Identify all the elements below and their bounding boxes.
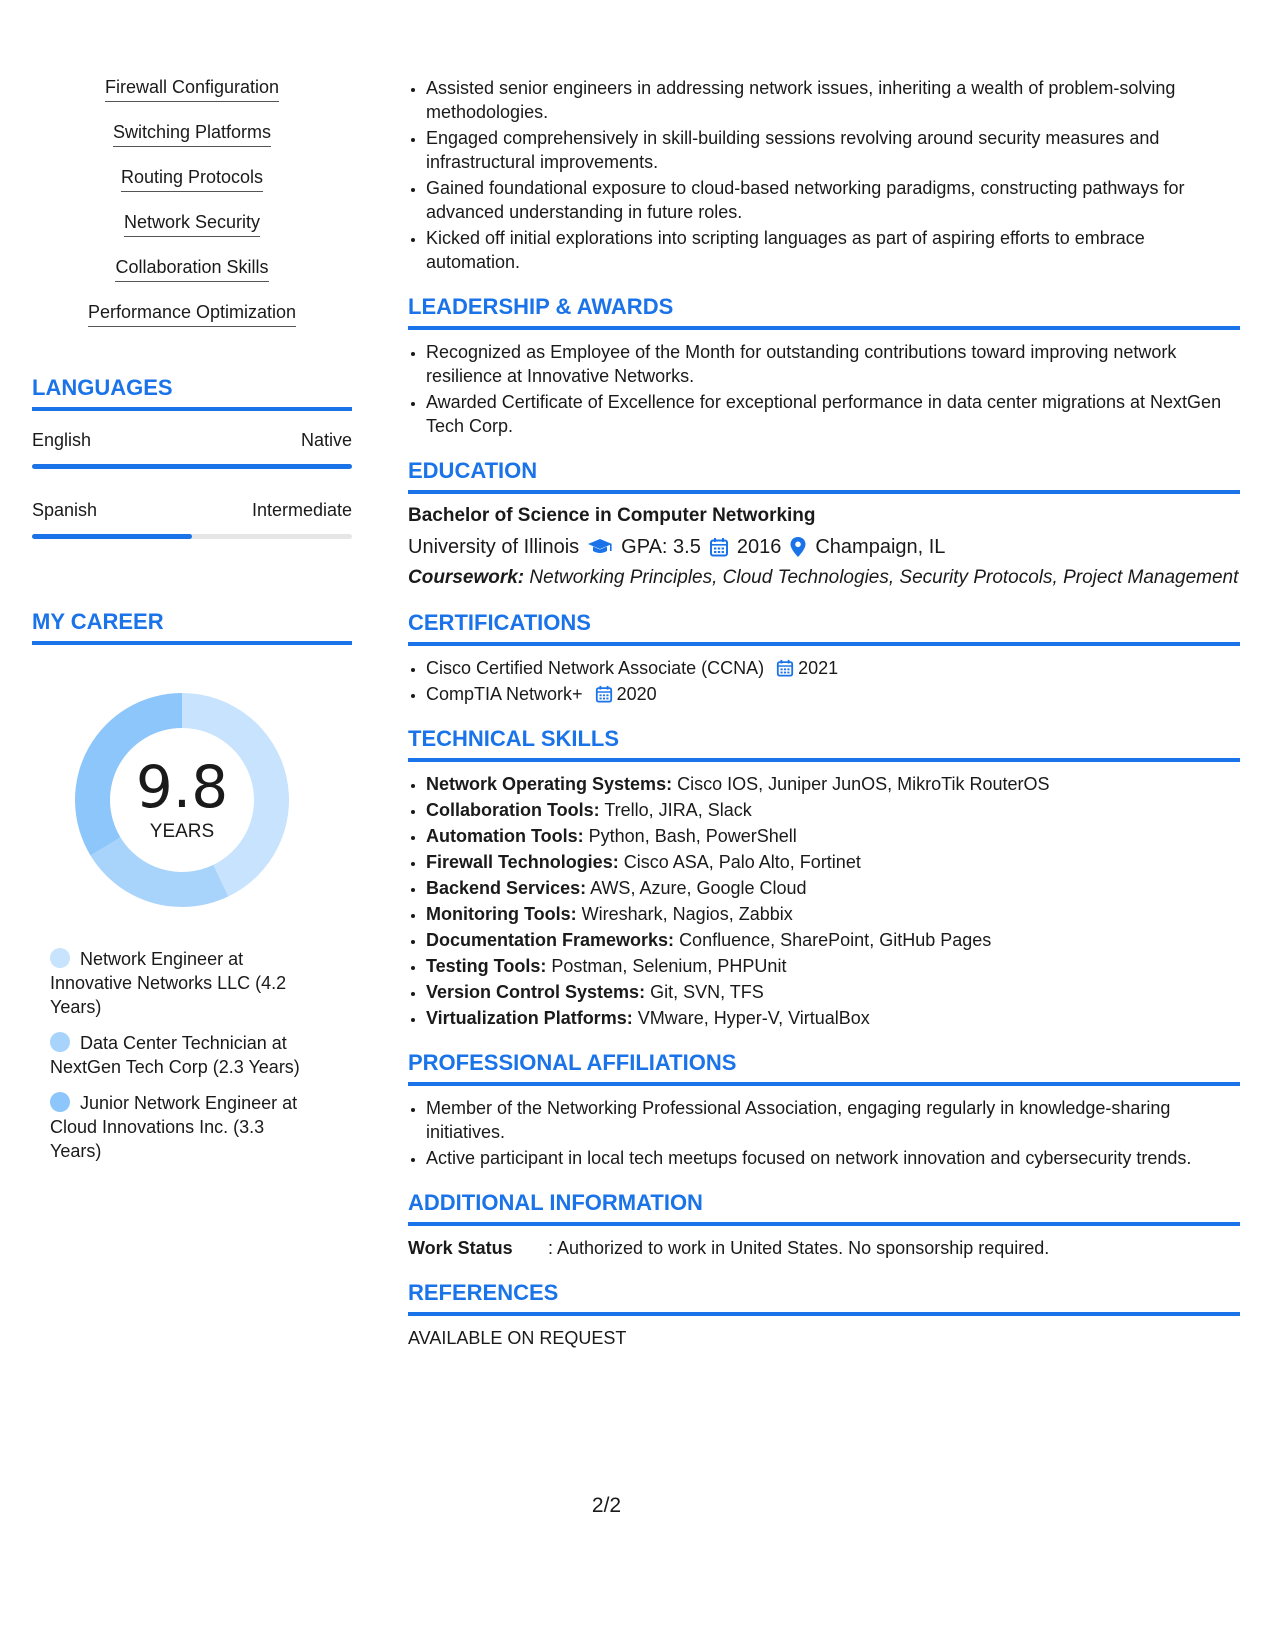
strengths-list [32, 76, 352, 327]
strength-item: Routing Protocols [32, 166, 352, 192]
career-donut-segment-2 [90, 837, 228, 907]
leadership-section [408, 294, 1240, 438]
leadership-item: • Recognized as Employee of the Month for outstanding contributions toward improving network resilience at Innovative Networks. [426, 340, 1240, 388]
career-legend [50, 947, 320, 1163]
experience-bullets [408, 76, 1240, 274]
language-level: Intermediate [251, 500, 352, 520]
affiliations-heading: PROFESSIONAL AFFILIATIONS [408, 1050, 1240, 1086]
career-total: 9.8 [135, 753, 229, 821]
legend-item: Junior Network Engineer at Cloud Innovations Inc. (3.3 Years) [50, 1093, 298, 1161]
skill-item: • Firewall Technologies: Cisco ASA, Palo Alto, Fortinet [426, 850, 1240, 874]
language-bar-fill [32, 464, 352, 469]
skill-item: • Collaboration Tools: Trello, JIRA, Slack [426, 798, 1240, 822]
skill-item: • Version Control Systems: Git, SVN, TFS [426, 980, 1240, 1004]
language-bar [32, 534, 352, 539]
skill-item: • Testing Tools: Postman, Selenium, PHPUnit [426, 954, 1240, 978]
skill-item: • Automation Tools: Python, Bash, PowerShell [426, 824, 1240, 848]
legend-item: Data Center Technician at NextGen Tech Corp (2.3 Years) [50, 1033, 300, 1077]
calendar-icon [709, 537, 729, 557]
additional-info-heading: ADDITIONAL INFORMATION [408, 1190, 1240, 1226]
education-section [408, 458, 1240, 590]
right-column [408, 76, 1240, 1350]
work-status-row [408, 1236, 1240, 1260]
education-year: 2016 [736, 536, 782, 558]
strength-item: Firewall Configuration [32, 76, 352, 102]
affiliation-item: • Active participant in local tech meetups focused on network innovation and cybersecurity trends. [426, 1146, 1240, 1170]
left-column [32, 76, 352, 1175]
graduation-cap-icon [587, 538, 613, 556]
legend-item: Network Engineer at Innovative Networks LLC (4.2 Years) [50, 949, 287, 1017]
skill-item: • Backend Services: AWS, Azure, Google Cloud [426, 876, 1240, 900]
career-donut [67, 685, 297, 915]
language-name: Spanish [32, 500, 98, 520]
strength-item: Switching Platforms [32, 121, 352, 147]
certification-item: • Cisco Certified Network Associate (CCNA) 2021 [426, 656, 1240, 680]
language-english [32, 429, 352, 469]
calendar-icon [595, 685, 613, 703]
leadership-heading: LEADERSHIP & AWARDS [408, 294, 1240, 330]
work-status-label: Work Status [408, 1238, 513, 1258]
education-school: University of Illinois [408, 536, 580, 558]
skill-item: • Monitoring Tools: Wireshark, Nagios, Zabbix [426, 902, 1240, 926]
legend-dot [50, 1092, 70, 1112]
language-level: Native [300, 430, 352, 450]
strength-item: Performance Optimization [32, 301, 352, 327]
career-unit: YEARS [149, 821, 215, 842]
legend-dot [50, 948, 70, 968]
work-status-value: : Authorized to work in United States. No sponsorship required. [548, 1238, 1050, 1258]
education-degree: Bachelor of Science in Computer Networking [408, 505, 816, 526]
language-bar [32, 464, 352, 469]
certification-item: • CompTIA Network+ 2020 [426, 682, 1240, 706]
language-spanish [32, 499, 352, 539]
leadership-item: • Awarded Certificate of Excellence for exceptional performance in data center migrations at NextGen Tech Corp. [426, 390, 1240, 438]
location-pin-icon [789, 536, 807, 558]
language-name: English [32, 430, 92, 450]
references-section [408, 1280, 1240, 1350]
career-heading: MY CAREER [32, 609, 352, 645]
legend-dot [50, 1032, 70, 1052]
education-gpa: GPA: 3.5 [621, 536, 701, 558]
education-heading: EDUCATION [408, 458, 1240, 494]
experience-bullet: • Gained foundational exposure to cloud-based networking paradigms, constructing pathways for advanced understanding in future roles. [426, 176, 1240, 224]
affiliation-item: • Member of the Networking Professional Association, engaging regularly in knowledge-sharing initiatives. [426, 1096, 1240, 1144]
skill-item: • Network Operating Systems: Cisco IOS, Juniper JunOS, MikroTik RouterOS [426, 772, 1240, 796]
education-location: Champaign, IL [815, 536, 946, 558]
language-bar-fill [32, 534, 192, 539]
references-text: AVAILABLE ON REQUEST [408, 1328, 627, 1348]
experience-bullet: • Engaged comprehensively in skill-building sessions revolving around security measures and infrastructural improvements. [426, 126, 1240, 174]
calendar-icon [776, 659, 794, 677]
affiliations-section [408, 1050, 1240, 1170]
certifications-section [408, 610, 1240, 706]
page-number: 2/2 [591, 1494, 622, 1517]
education-details [408, 534, 1240, 560]
experience-bullet: • Kicked off initial explorations into scripting languages as part of aspiring efforts to embrace automation. [426, 226, 1240, 274]
languages-heading: LANGUAGES [32, 375, 352, 411]
education-coursework: Coursework: Networking Principles, Cloud Technologies, Security Protocols, Project Management [408, 567, 1239, 588]
languages-section [32, 375, 352, 539]
strength-item: Network Security [32, 211, 352, 237]
strength-item: Collaboration Skills [32, 256, 352, 282]
additional-info-section [408, 1190, 1240, 1260]
references-heading: REFERENCES [408, 1280, 1240, 1316]
experience-bullet: • Assisted senior engineers in addressing network issues, inheriting a wealth of problem-solving methodologies. [426, 76, 1240, 124]
technical-skills-section [408, 726, 1240, 1030]
certifications-heading: CERTIFICATIONS [408, 610, 1240, 646]
skill-item: • Documentation Frameworks: Confluence, SharePoint, GitHub Pages [426, 928, 1240, 952]
skill-item: • Virtualization Platforms: VMware, Hyper-V, VirtualBox [426, 1006, 1240, 1030]
career-section [32, 609, 352, 1163]
technical-skills-heading: TECHNICAL SKILLS [408, 726, 1240, 762]
